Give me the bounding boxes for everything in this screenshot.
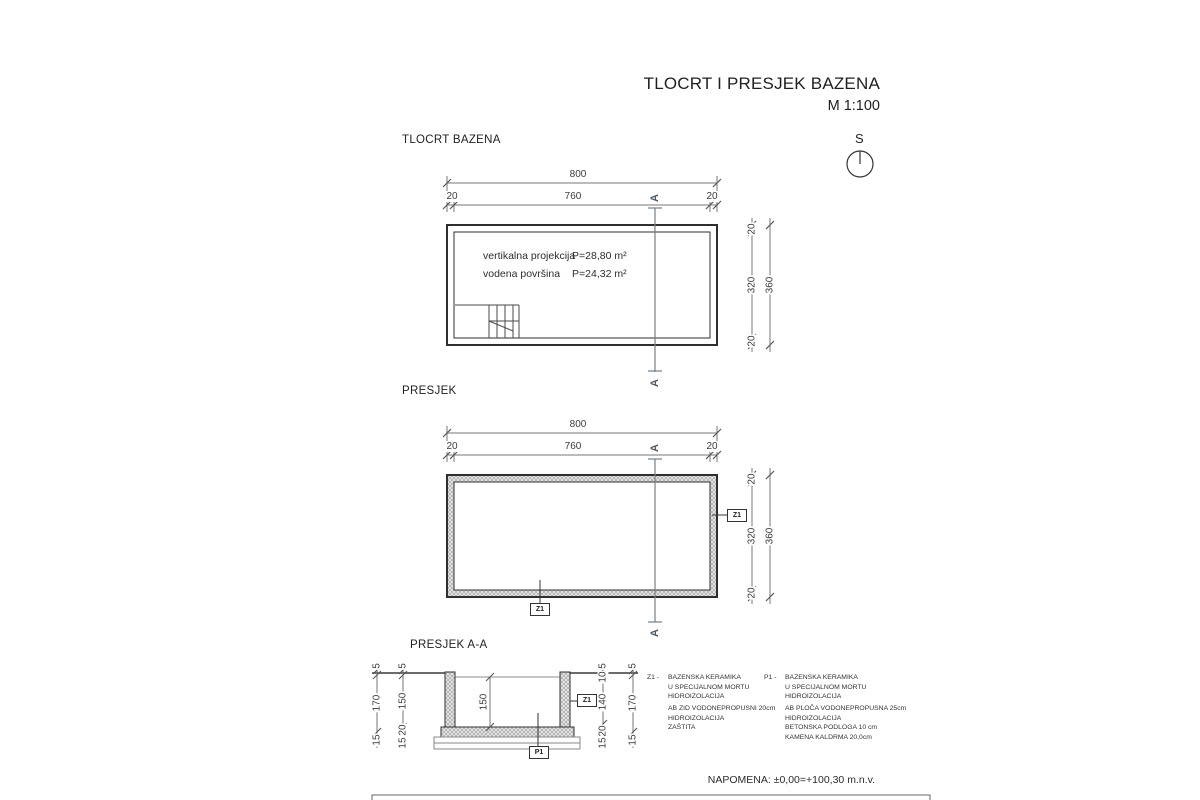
legend-z1-line: HIDROIZOLACIJA <box>668 714 725 722</box>
aa-right-outer-dim-2: 15 <box>627 734 639 746</box>
section-dim-inner-height: 320 <box>746 527 758 545</box>
sheet-scale: M 1:100 <box>827 98 880 114</box>
plan-dim-inner-height: 320 <box>746 276 758 294</box>
aa-right-outer-dim-0: 5 <box>627 663 639 669</box>
plan-annotation-row1-label: vertikalna projekcija <box>483 250 576 262</box>
floor-plan-title: TLOCRT BAZENA <box>402 134 501 146</box>
section-dim-inner-width: 760 <box>564 441 582 452</box>
north-symbol-icon <box>847 151 873 177</box>
section-title: PRESJEK <box>402 385 457 397</box>
aa-left-outer-dim-0: 5 <box>371 663 383 669</box>
legend-p1-line: BETONSKA PODLOGA 10 cm <box>785 724 878 731</box>
section-dim-total-width: 800 <box>569 419 587 430</box>
legend-z1-line: BAZENSKA KERAMIKA <box>668 674 741 681</box>
aa-right-inner-dim-1: 10 <box>597 671 609 683</box>
aa-right-inner-dim-0: 5 <box>597 663 609 669</box>
aa-right-outer-dim-1: 170 <box>627 694 639 712</box>
title-block-edge <box>372 795 930 800</box>
legend-p1-line: U SPECIJALNOM MORTU <box>785 683 867 691</box>
section-floor-tag: Z1 <box>530 603 550 616</box>
aa-left-inner-dim-0: 5 <box>397 663 409 669</box>
legend-z1-line: AB ZID VODONEPROPUSNI 20cm <box>668 705 776 712</box>
legend-z1-line: U SPECIJALNOM MORTU <box>668 683 750 691</box>
aa-left-inner-dim-3: 15 <box>397 737 409 749</box>
legend-p1-line: HIDROIZOLACIJA <box>785 693 842 700</box>
section-dim-wall-left: 20 <box>446 441 458 452</box>
pool-stairs <box>455 305 519 338</box>
aa-structure <box>434 672 580 749</box>
plan-dim-wall-right: 20 <box>706 191 718 202</box>
floor-plan-dimensions <box>447 176 770 352</box>
plan-annotation-row2-value: P=24,32 m² <box>572 268 627 280</box>
aa-right-inner-dim-4: 15 <box>597 737 609 749</box>
plan-dim-total-width: 800 <box>569 169 587 180</box>
legend-p1-line: KAMENA KALDRMA 20,0cm <box>785 733 872 741</box>
section-marker-bottom: A <box>649 629 661 637</box>
plan-dim-wall-bottom: 20 <box>746 335 758 347</box>
plan-dim-inner-width: 760 <box>564 191 582 202</box>
aa-inner-depth-dim: 150 <box>478 693 490 711</box>
legend-z1-line: HIDROIZOLACIJA <box>668 693 725 700</box>
aa-floor-tag: P1 <box>529 746 549 759</box>
plan-dim-wall-top: 20 <box>746 223 758 235</box>
aa-title: PRESJEK A-A <box>410 639 488 651</box>
section-marker-top: A <box>649 444 661 452</box>
legend-p1-line: AB PLOČA VODONEPROPUSNA 25cm <box>785 705 907 712</box>
legend-p1-line: HIDROIZOLACIJA <box>785 714 842 722</box>
plan-section-marker-bottom: A <box>649 379 661 387</box>
aa-right-inner-dim-2: 140 <box>597 693 609 711</box>
aa-left-inner-dim-1: 150 <box>397 692 409 710</box>
section-dim-wall-top: 20 <box>746 473 758 485</box>
aa-left-inner-dim-2: 20 <box>397 724 409 736</box>
aa-left-outer-dim-2: 15 <box>371 734 383 746</box>
section-dim-wall-bottom: 20 <box>746 587 758 599</box>
aa-left-outer-dim-1: 170 <box>371 694 383 712</box>
section-pool-walls <box>447 475 717 597</box>
floor-plan-outline <box>447 225 717 345</box>
north-label: S <box>855 131 864 146</box>
plan-dim-total-height: 360 <box>764 276 776 294</box>
section-dim-wall-right: 20 <box>706 441 718 452</box>
legend-z1-key: Z1 - <box>647 674 660 681</box>
section-dim-total-height: 360 <box>764 527 776 545</box>
section-cut-line-plan <box>648 208 662 372</box>
aa-wall-tag: Z1 <box>577 694 597 707</box>
legend-p1-key: P1 - <box>764 674 777 681</box>
elevation-note: NAPOMENA: ±0,00=+100,30 m.n.v. <box>707 774 875 786</box>
plan-annotation-row1-value: P=28,80 m² <box>572 250 627 262</box>
aa-right-inner-dim-3: 20 <box>597 725 609 737</box>
plan-section-marker-top: A <box>649 194 661 202</box>
legend-p1-line: BAZENSKA KERAMIKA <box>785 674 858 681</box>
plan-dim-wall-left: 20 <box>446 191 458 202</box>
plan-annotation-row2-label: vodena površina <box>483 268 561 280</box>
legend-z1-line: ZAŠTITA <box>668 724 696 731</box>
section-wall-tag: Z1 <box>727 509 747 522</box>
sheet-title: TLOCRT I PRESJEK BAZENA <box>643 74 880 93</box>
